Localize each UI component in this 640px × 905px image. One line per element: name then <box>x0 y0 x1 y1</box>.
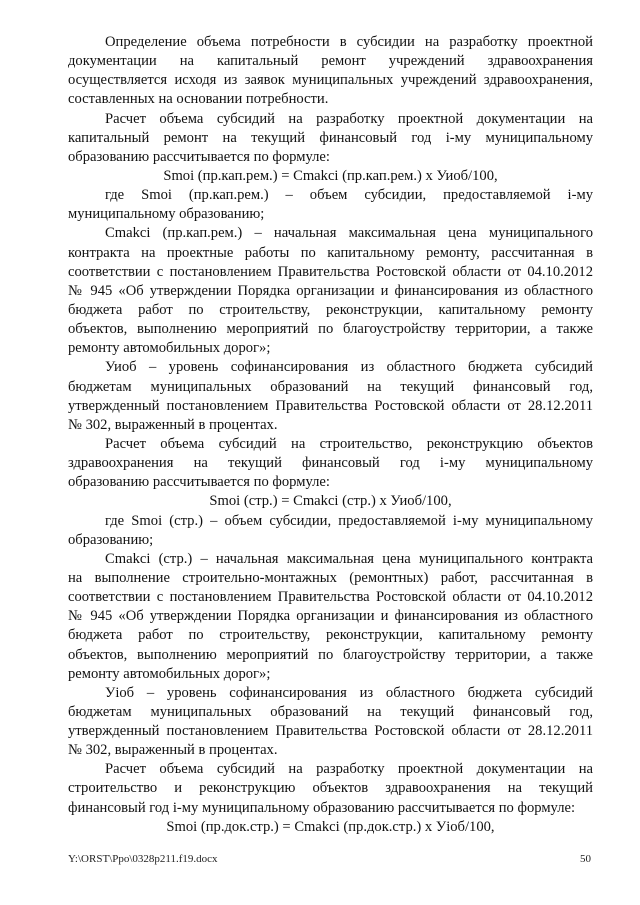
page-number: 50 <box>580 853 591 865</box>
text-line: на выполнение строительно-монтажных (ремонтных) работ, рассчитанная в <box>68 569 593 586</box>
text-line: бюджета работ по строительству, реконструкции, капитальному ремонту <box>68 627 593 644</box>
page-footer <box>68 853 593 869</box>
text-line: ремонту автомобильных дорог»; <box>68 340 271 357</box>
text-line: Уiоб – уровень софинансирования из областного бюджета субсидий <box>105 684 593 701</box>
formula-line: Smoi (пр.кап.рем.) = Cmakci (пр.кап.рем.) х Уиоб/100, <box>163 167 498 184</box>
text-line: контракта на проектные работы по капитальному ремонту, рассчитанная в <box>68 244 593 261</box>
paragraph <box>68 224 593 358</box>
paragraph <box>68 167 593 186</box>
text-line: ремонту автомобильных дорог»; <box>68 665 271 682</box>
text-line: здравоохранения на текущий финансовый год i-му муниципальному <box>68 455 593 472</box>
paragraph <box>68 550 593 684</box>
text-line: утвержденный постановлением Правительства Ростовской области от 28.12.2011 <box>68 723 593 740</box>
text-line: № 302, выраженный в процентах. <box>68 416 278 433</box>
text-line: бюджетам муниципальных образований на текущий финансовый год, <box>68 703 593 720</box>
text-line: где Smoi (пр.кап.рем.) – объем субсидии, предоставляемой i-му <box>105 187 593 204</box>
text-line: бюджетам муниципальных образований на текущий финансовый год, <box>68 378 593 395</box>
file-path: Y:\ORST\Ppo\0328p211.f19.docx <box>68 853 218 865</box>
text-line: Расчет объема субсидий на разработку проектной документации на <box>105 761 593 778</box>
text-line: документации на капитальный ремонт учреждений здравоохранения <box>68 53 593 70</box>
paragraph <box>68 684 593 761</box>
text-line: осуществляется исходя из заявок муниципальных учреждений здравоохранения, <box>68 72 593 89</box>
text-line: соответствии с постановлением Правительства Ростовской области от 04.10.2012 <box>68 263 593 280</box>
text-line: муниципальному образованию; <box>68 206 265 223</box>
text-line: составленных на основании потребности. <box>68 91 329 108</box>
text-line: образованию рассчитывается по формуле: <box>68 148 330 165</box>
text-line: Расчет объема субсидий на строительство, реконструкцию объектов <box>105 435 593 452</box>
text-line: где Smoi (стр.) – объем субсидии, предоставляемой i-му муниципальному <box>105 512 593 529</box>
text-line: бюджета работ по строительству, реконструкции, капитальному ремонту <box>68 301 593 318</box>
paragraph <box>68 760 593 817</box>
text-line: объектов, выполнению мероприятий по благоустройству территории, а также <box>68 321 593 338</box>
text-line: образованию; <box>68 531 154 548</box>
text-line: капитальный ремонт на текущий финансовый год i-му муниципальному <box>68 129 593 146</box>
text-line: объектов, выполнению мероприятий по благоустройству территории, а также <box>68 646 593 663</box>
paragraph <box>68 492 593 511</box>
text-line: № 945 «Об утверждении Порядка организации и финансирования из областного <box>68 608 593 625</box>
text-line: утвержденный постановлением Правительства Ростовской области от 28.12.2011 <box>68 397 593 414</box>
text-line: финансовый год i-му муниципальному образованию рассчитывается по формуле: <box>68 799 576 816</box>
paragraph <box>68 818 593 837</box>
paragraph <box>68 110 593 167</box>
text-line: образованию рассчитывается по формуле: <box>68 474 330 491</box>
formula-line: Smoi (пр.док.стр.) = Cmakci (пр.док.стр.) х Уiоб/100, <box>166 818 495 835</box>
text-line: Cmakci (пр.кап.рем.) – начальная максимальная цена муниципального <box>105 225 593 242</box>
text-line: Cmakci (стр.) – начальная максимальная цена муниципального контракта <box>105 550 593 567</box>
paragraph <box>68 33 593 110</box>
document-body <box>68 33 593 837</box>
text-line: Расчет объема субсидий на разработку проектной документации на <box>105 110 593 127</box>
text-line: строительство и реконструкцию объектов здравоохранения на текущий <box>68 780 593 797</box>
paragraph <box>68 512 593 550</box>
paragraph <box>68 358 593 435</box>
formula-line: Smoi (стр.) = Cmakci (стр.) х Уиоб/100, <box>209 493 452 510</box>
text-line: Уиоб – уровень софинансирования из областного бюджета субсидий <box>105 359 593 376</box>
text-line: № 945 «Об утверждении Порядка организации и финансирования из областного <box>68 282 593 299</box>
paragraph <box>68 435 593 492</box>
paragraph <box>68 186 593 224</box>
text-line: соответствии с постановлением Правительства Ростовской области от 04.10.2012 <box>68 589 593 606</box>
text-line: Определение объема потребности в субсидии на разработку проектной <box>105 34 593 50</box>
text-line: № 302, выраженный в процентах. <box>68 742 278 759</box>
